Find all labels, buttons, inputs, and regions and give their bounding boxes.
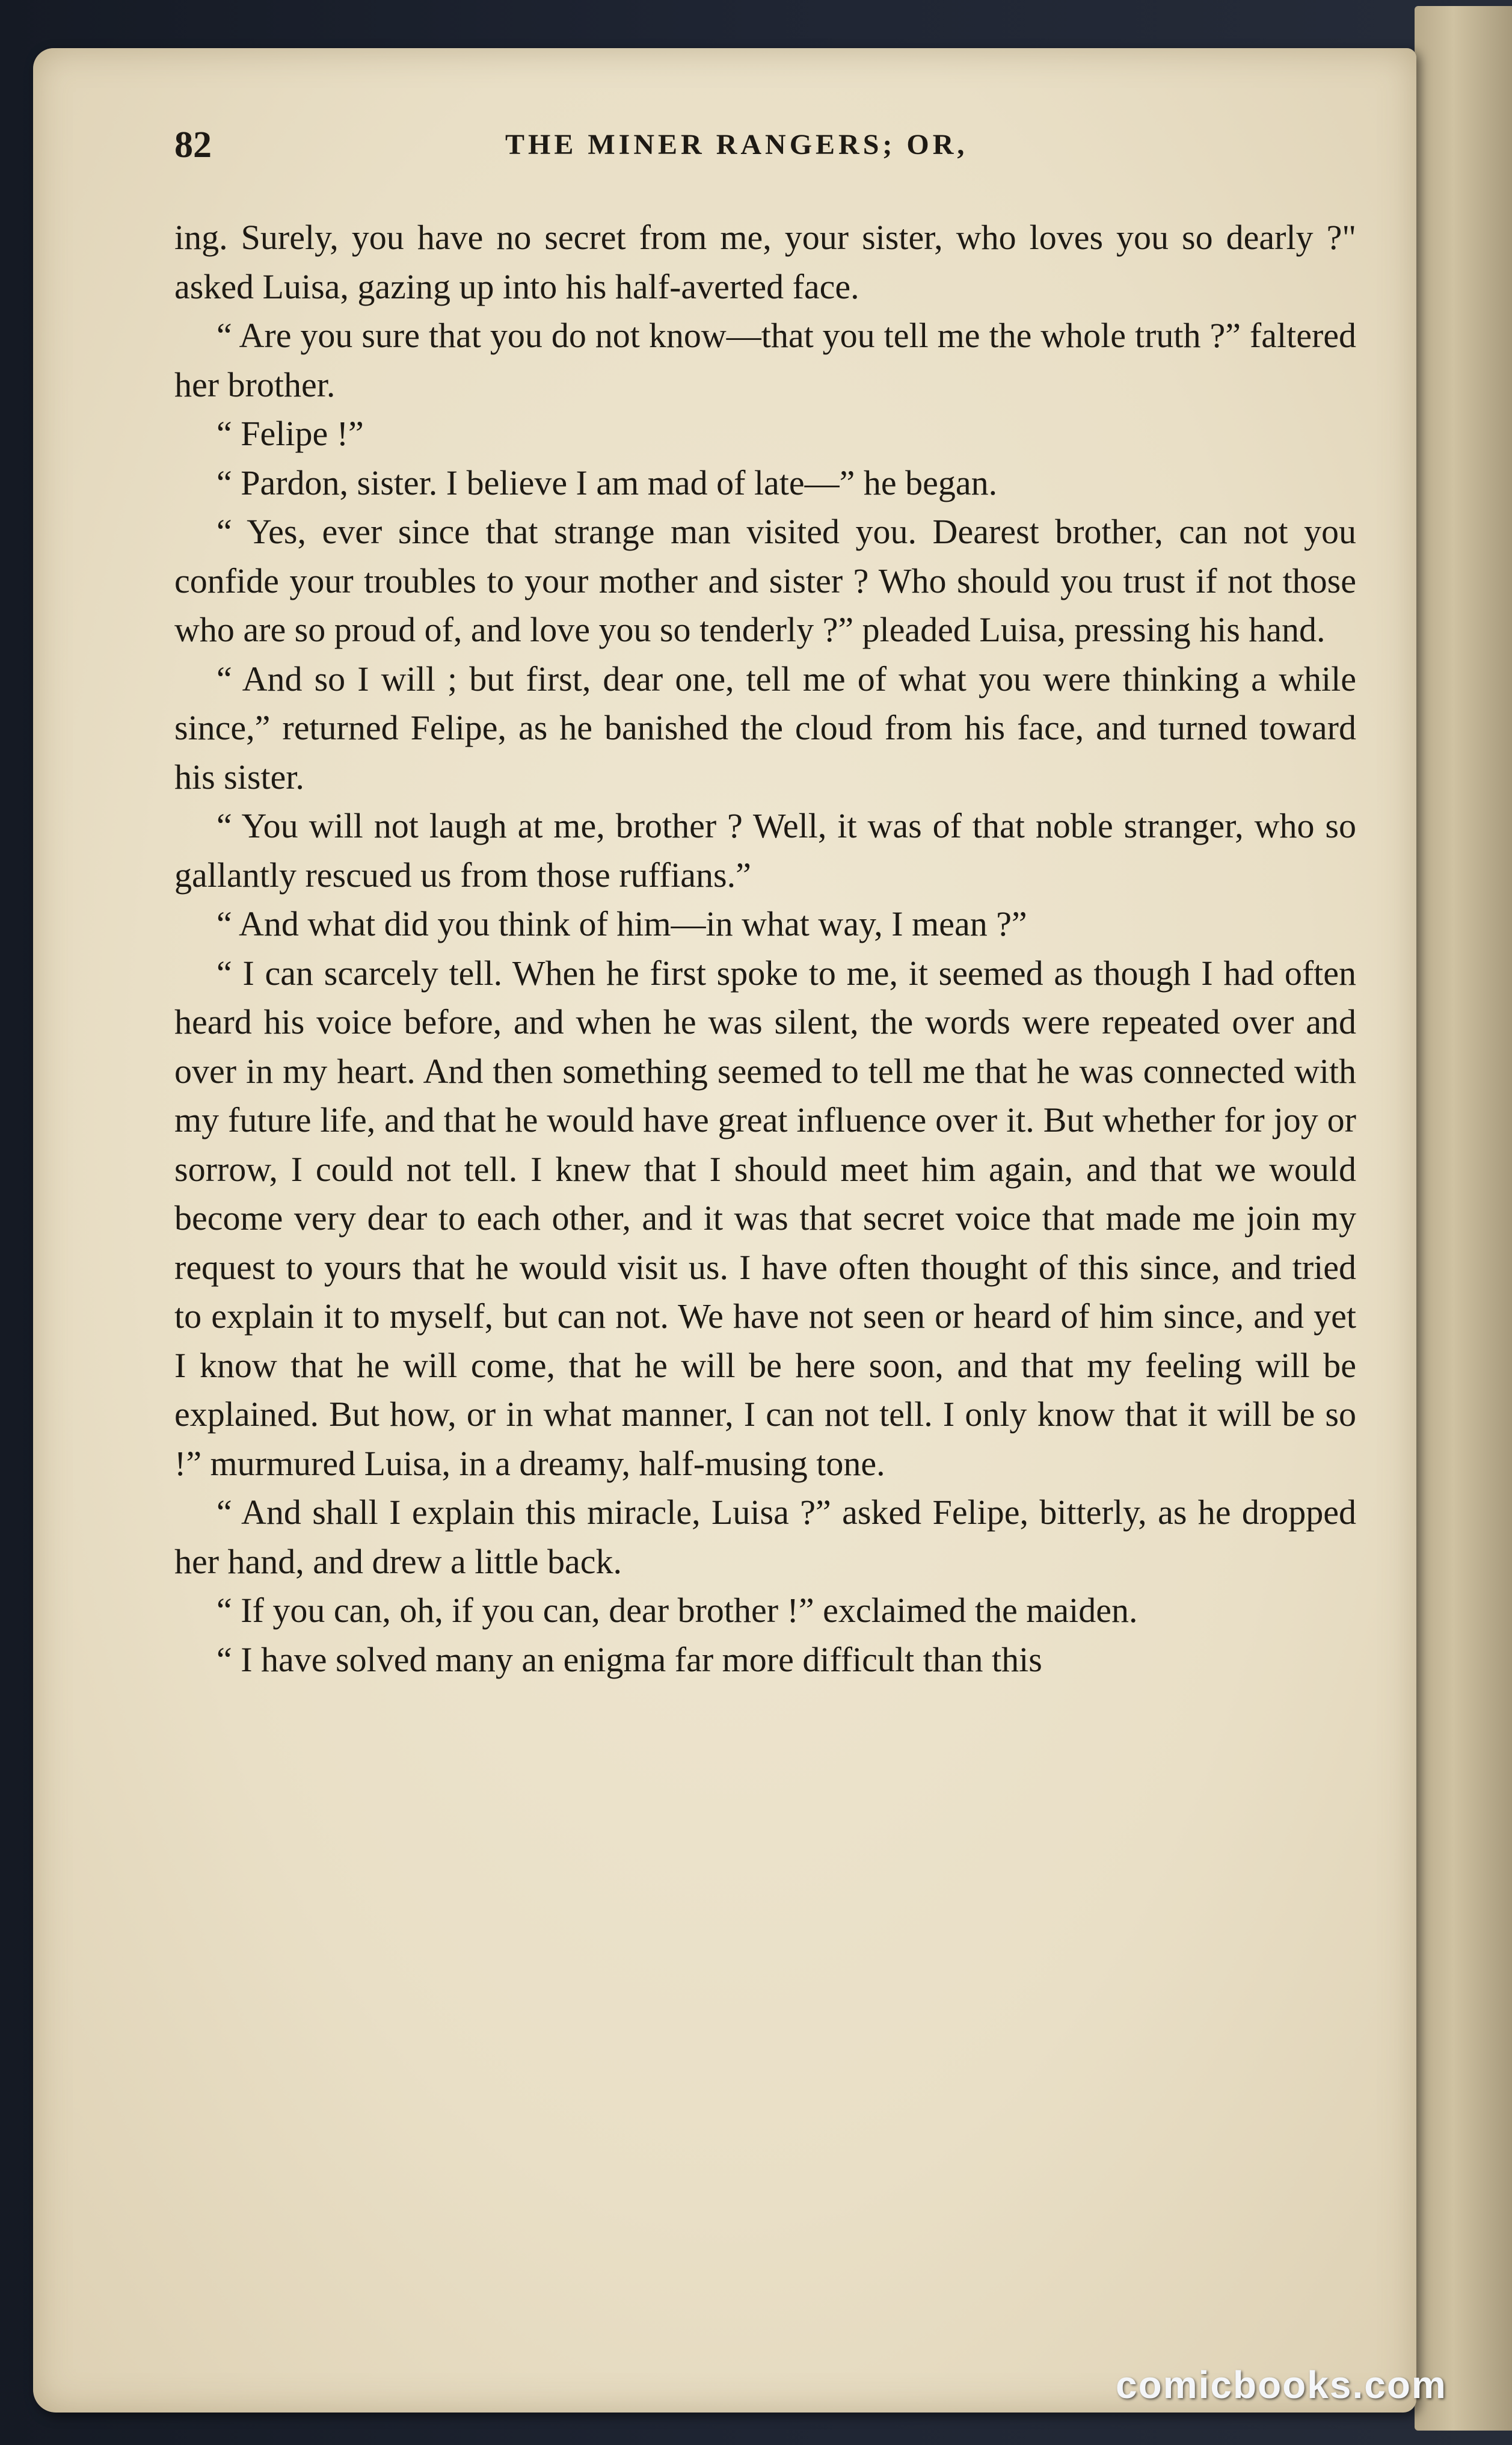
paragraph: “ And shall I explain this miracle, Luisa ?” asked Felipe, bitterly, as he dropped her hand, and drew a little back.	[174, 1493, 1356, 1581]
paragraph: “ I can scarcely tell. When he first spoke to me, it seemed as though I had often heard his voice before, and when he was silent, the words were repeated over and over in my heart. And then something seemed to tell me that he was connected with my future life, and that he would have great influence over it. But whether for joy or sorrow, I could not tell. I knew that I should meet him again, and that we would become very dear to each other, and it was that secret voice that made me join my request to yours that he would visit us. I have often thought of this since, and tried to explain it to myself, but can not. We have not seen or heard of him since, and yet I know that he will come, that he will be here soon, and that my feeling will be explained. But how, or in what manner, I can not tell. I only know that it will be so !” murmured Luisa, in a dreamy, half-musing tone.	[174, 953, 1356, 1483]
paragraph: “ You will not laugh at me, brother ? Well, it was of that noble stranger, who so gallantly rescued us from those ruffians.”	[174, 806, 1356, 895]
body-text	[174, 213, 1356, 1684]
next-page-edge	[1415, 6, 1512, 2431]
paragraph: “ Yes, ever since that strange man visited you. Dearest brother, can not you confide your troubles to your mother and sister ? Who should you trust if not those who are so proud of, and love you so tenderly ?” pleaded Luisa, pressing his hand.	[174, 512, 1356, 649]
paragraph: “ I have solved many an enigma far more difficult than this	[217, 1639, 1042, 1679]
running-head	[174, 118, 1377, 172]
paragraph: ing. Surely, you have no secret from me, your sister, who loves you so dearly ?" asked Luisa, gazing up into his half-averted face.	[174, 218, 1356, 306]
running-title: THE MINER RANGERS; OR,	[505, 129, 968, 161]
paragraph: “ Felipe !”	[217, 414, 364, 453]
paragraph: “ And so I will ; but first, dear one, tell me of what you were thinking a while since,” returned Felipe, as he banished the cloud from his face, and turned toward his sister.	[174, 659, 1356, 797]
page-number: 82	[174, 125, 212, 165]
paragraph: “ And what did you think of him—in what way, I mean ?”	[217, 904, 1027, 943]
paragraph: “ If you can, oh, if you can, dear brother !” exclaimed the maiden.	[217, 1591, 1138, 1630]
watermark: comicbooks.com	[1116, 2363, 1447, 2406]
paragraph: “ Are you sure that you do not know—that you tell me the whole truth ?” faltered her brother.	[174, 316, 1356, 404]
paragraph: “ Pardon, sister. I believe I am mad of late—” he began.	[217, 463, 998, 502]
